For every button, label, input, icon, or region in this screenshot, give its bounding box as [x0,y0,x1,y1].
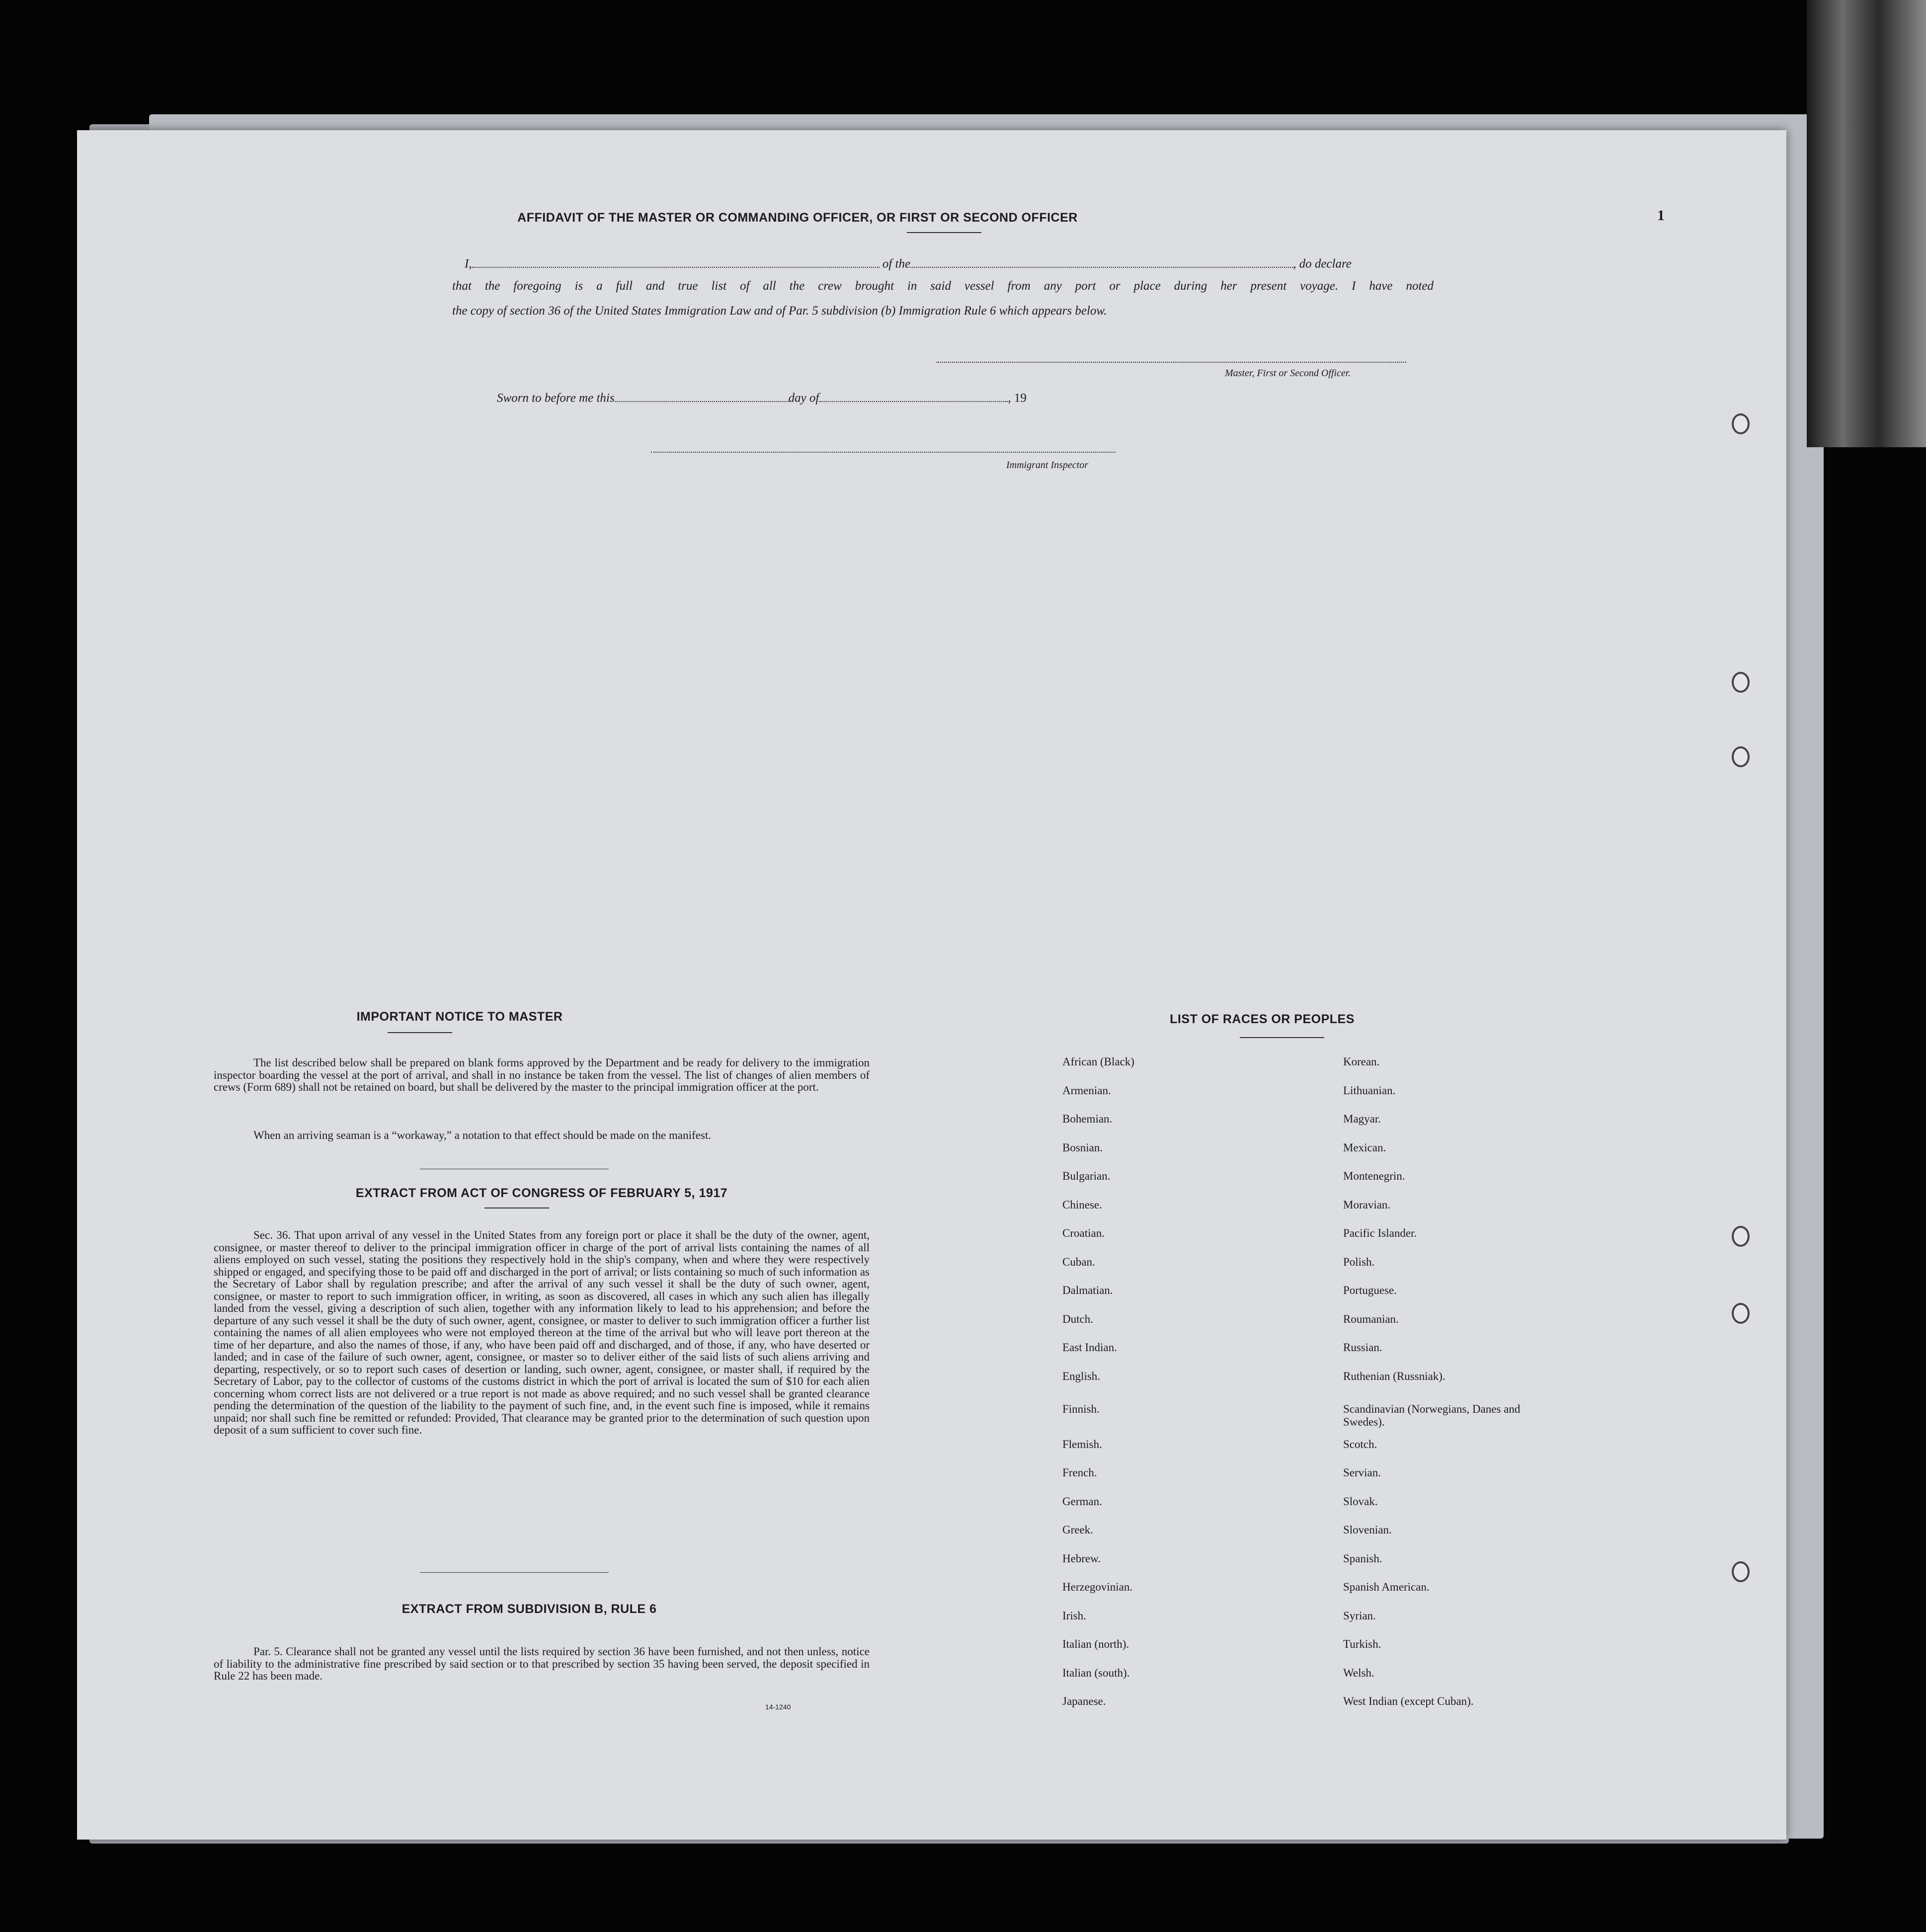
race-item: Magyar. [1343,1113,1381,1125]
race-item: French. [1062,1466,1097,1479]
divider [907,232,981,233]
divider [1240,1037,1324,1038]
race-item: Croatian. [1062,1227,1105,1239]
rule-extract-text: Par. 5. Clearance shall not be granted any vessel until the lists required by section 36 have been furnished, and not then unless, notice of liability to the administrative fine prescribed by said section or to that prescribed by section 35 having been served, the deposit specified in Rule 22 has been made. [214,1645,870,1682]
race-item: Korean. [1343,1055,1380,1068]
inspector-caption: Immigrant Inspector [1006,460,1088,471]
page-mark: 1 [1657,207,1665,224]
race-item: Pacific Islander. [1343,1227,1417,1239]
race-item: Irish. [1062,1609,1086,1622]
name-blank[interactable] [472,255,880,268]
binder-hole [1732,1303,1750,1324]
month-blank[interactable] [819,390,1008,402]
race-item: Armenian. [1062,1084,1111,1097]
race-item: Polish. [1343,1255,1375,1268]
race-item: English. [1062,1369,1101,1382]
binder-hole [1732,672,1750,693]
race-item: Japanese. [1062,1695,1106,1707]
race-item: Slovenian. [1343,1524,1392,1536]
inspector-signature-line[interactable] [651,452,1116,454]
race-item: Slovak. [1343,1495,1378,1508]
races-title: LIST OF RACES OR PEOPLES [1170,1012,1355,1026]
race-item: Moravian. [1343,1198,1391,1211]
race-item: Flemish. [1062,1438,1102,1450]
race-item: Dutch. [1062,1312,1093,1325]
race-item: Lithuanian. [1343,1084,1396,1097]
race-item: Greek. [1062,1524,1093,1536]
day-blank[interactable] [615,390,789,402]
race-item: Spanish. [1343,1552,1382,1565]
race-item: Italian (south). [1062,1666,1130,1679]
race-item: Mexican. [1343,1141,1386,1154]
race-item: Herzegovinian. [1062,1581,1133,1593]
binder-hole [1732,746,1750,767]
race-item: Turkish. [1343,1638,1381,1650]
race-item: Portuguese. [1343,1284,1397,1296]
race-item: Bulgarian. [1062,1170,1111,1182]
form-number: 14-1240 [765,1703,791,1711]
race-item: Scandinavian (Norwegians, Danes and Swedes). [1343,1402,1521,1428]
race-item: Italian (north). [1062,1638,1129,1650]
notice-paragraph-1: The list described below shall be prepared on blank forms approved by the Department and be ready for delivery to the immigration inspector boarding the vessel at the port of arrival, and shall in no instance be taken from the vessel. The list of changes of alien members of crews (Form 689) shall not be retained on board, but shall be delivered by the master to the principal immigration officer at the port. [214,1056,870,1093]
divider [388,1032,452,1033]
affidavit-line-3: the copy of section 36 of the United States Immigration Law and of Par. 5 subdivision (b) Immigration Rule 6 which appears below. [452,304,1107,318]
races-left-column [1062,1055,1134,1724]
binder-hole [1732,1561,1750,1582]
divider [420,1572,609,1573]
race-item: Dalmatian. [1062,1284,1113,1296]
master-signature-line[interactable] [937,362,1406,364]
affidavit-line-1: I, of the , do declare [465,255,1352,271]
race-item: Montenegrin. [1343,1170,1405,1182]
race-item: Scotch. [1343,1438,1377,1450]
race-item: African (Black) [1062,1055,1134,1068]
race-item: Chinese. [1062,1198,1102,1211]
race-item: Welsh. [1343,1666,1374,1679]
binder-hole [1732,1226,1750,1247]
act-extract-title: EXTRACT FROM ACT OF CONGRESS OF FEBRUARY 5, 1917 [355,1186,728,1200]
race-item: West Indian (except Cuban). [1343,1695,1474,1707]
race-item: Hebrew. [1062,1552,1101,1565]
rule-extract-title: EXTRACT FROM SUBDIVISION B, RULE 6 [401,1602,657,1616]
race-item: Bohemian. [1062,1113,1113,1125]
race-item: Finnish. [1062,1402,1100,1415]
race-item: German. [1062,1495,1102,1508]
notice-title: IMPORTANT NOTICE TO MASTER [356,1010,563,1024]
sworn-line: Sworn to before me this day of , 19 [497,390,1027,405]
race-item: Bosnian. [1062,1141,1103,1154]
race-item: Servian. [1343,1466,1381,1479]
races-right-column [1343,1055,1552,1724]
race-item: Cuban. [1062,1255,1095,1268]
binder-hole [1732,413,1750,434]
race-item: Spanish American. [1343,1581,1430,1593]
race-item: Syrian. [1343,1609,1376,1622]
vessel-blank[interactable] [910,255,1293,268]
affidavit-title: AFFIDAVIT OF THE MASTER OR COMMANDING OFFICER, OR FIRST OR SECOND OFFICER [517,211,1078,225]
affidavit-line-2: that the foregoing is a full and true list of all the crew brought in said vessel from any port or place during her present voyage. I have noted [452,279,1434,293]
race-item: Roumanian. [1343,1312,1399,1325]
race-item: Ruthenian (Russniak). [1343,1369,1445,1382]
act-extract-text: Sec. 36. That upon arrival of any vessel in the United States from any foreign port or place it shall be the duty of the owner, agent, consignee, or master thereof to deliver to the principal immigration officer in charge of the port of arrival lists containing the names of all aliens employed on such vessel, stating the positions they respectively hold in the ship's company, when and where they were respectively shipped or engaged, and specifying those to be paid off and discharged in the port of arrival; or lists containing so much of such information as the Secretary of Labor shall by regulation prescribe; and after the arrival of any such vessel it shall be the duty of such owner, agent, consignee, or master to report to such immigration officer, in writing, as soon as discovered, all cases in which any such alien has illegally landed from the vessel, giving a description of such alien, together with any information likely to lead to his apprehension; and before the departure of any such vessel it shall be the duty of such owner, agent, consignee, or master to deliver to such immigration officer a further list containing the names of all alien employees who were not employed thereon at the time of the arrival but who will leave port thereon at the time of her departure, and also the names of those, if any, who have been paid off and discharged, and of those, if any, who have deserted or landed; and in case of the failure of such owner, agent, consignee, or master so to deliver either of the said lists of such aliens arriving and departing, respectively, or so to report such cases of desertion or landing, such owner, agent, consignee, or master shall, if required by the Secretary of Labor, pay to the collector of customs of the customs district in which the port of arrival is located the sum of $10 for each alien concerning whom correct lists are not delivered or a true report is not made as above required; and no such vessel shall be granted clearance pending the determination of the question of the liability to the payment of such fine, and, in the event such fine is imposed, while it remains unpaid; nor shall such fine be remitted or refunded: Provided, That clearance may be granted prior to the determination of such question upon deposit of a sum sufficient to cover such fine. [214,1229,870,1436]
race-item: East Indian. [1062,1341,1117,1354]
race-item: Russian. [1343,1341,1382,1354]
binding-edge [1807,0,1926,447]
manifest-page [77,130,1786,1840]
master-caption: Master, First or Second Officer. [1225,368,1351,379]
notice-paragraph-2: When an arriving seaman is a “workaway,” a notation to that effect should be made on the manifest. [253,1129,711,1141]
